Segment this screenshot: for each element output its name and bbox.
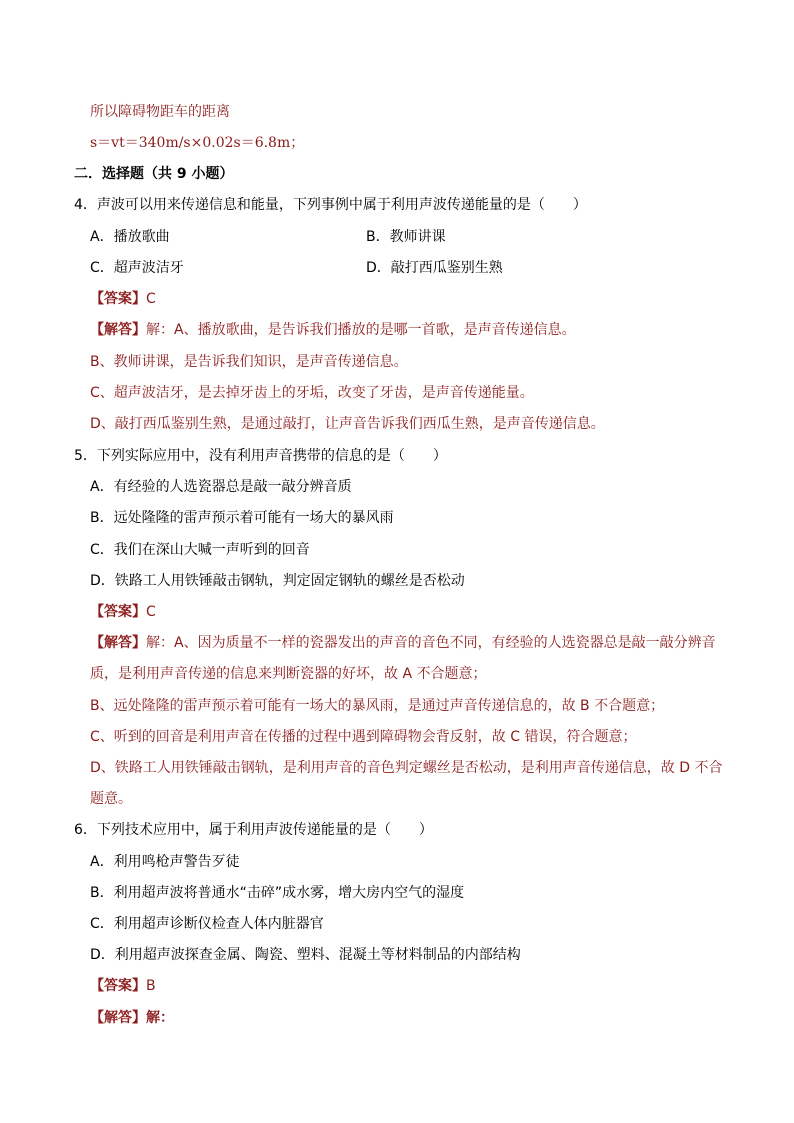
q4-analysis-text-1: 解：A、播放歌曲，是告诉我们播放的是哪一首歌，是声音传递信息。 [146, 322, 576, 338]
q5-option-d: D．铁路工人用铁锤敲击钢轨，判定固定钢轨的螺丝是否松动 [90, 573, 465, 589]
q5-analysis-line-1 [90, 633, 716, 653]
q5-analysis-line-2: 质，是利用声音传递的信息来判断瓷器的好坏，故 A 不合题意； [90, 666, 487, 682]
q5-analysis-label: 【解答】 [90, 635, 146, 651]
q5-answer [90, 602, 156, 622]
q4-analysis-line-4: D、敲打西瓜鉴别生熟，是通过敲打，让声音告诉我们西瓜生熟，是声音传递信息。 [90, 416, 605, 432]
q5-analysis-text-1: 解：A、因为质量不一样的瓷器发出的声音的音色不同，有经验的人选瓷器总是敲一敲分辨音 [146, 635, 716, 651]
q5-option-a: A．有经验的人选瓷器总是敲一敲分辨音质 [90, 479, 352, 495]
q5-answer-value: C [146, 604, 156, 620]
q4-analysis-line-1 [90, 320, 576, 340]
q6-option-d: D．利用超声波探查金属、陶瓷、塑料、混凝土等材料制品的内部结构 [90, 947, 521, 963]
q4-analysis-line-3: C、超声波洁牙，是去掉牙齿上的牙垢，改变了牙齿，是声音传递能量。 [90, 385, 534, 401]
q4-stem: 4．声波可以用来传递信息和能量，下列事例中属于利用声波传递能量的是（ ） [74, 197, 587, 213]
q6-answer-label: 【答案】 [90, 978, 146, 994]
q4-answer [90, 289, 156, 309]
q6-answer-value: B [146, 978, 156, 994]
q5-analysis-line-5: D、铁路工人用铁锤敲击钢轨，是利用声音的音色判定螺丝是否松动，是利用声音传递信息，故 D 不合 [90, 760, 723, 776]
q5-analysis-line-3: B、远处隆隆的雷声预示着可能有一场大的暴风雨，是通过声音传递信息的，故 B 不合题意； [90, 698, 665, 714]
q6-option-a: A．利用鸣枪声警告歹徒 [90, 854, 240, 870]
q6-stem: 6．下列技术应用中，属于利用声波传递能量的是（ ） [74, 822, 433, 838]
q4-option-b: B．教师讲课 [366, 229, 446, 245]
q6-option-c: C．利用超声诊断仪检查人体内脏器官 [90, 916, 324, 932]
q6-analysis-text-1: 解： [146, 1010, 174, 1026]
q4-option-c: C．超声波洁牙 [90, 260, 184, 276]
intro-line-1: 所以障碍物距车的距离 [90, 104, 230, 120]
q6-analysis-line-1 [90, 1008, 174, 1028]
q4-answer-value: C [146, 291, 156, 307]
q5-option-c: C．我们在深山大喊一声听到的回音 [90, 542, 310, 558]
section-title: 二．选择题（共 9 小题） [74, 166, 234, 182]
q5-analysis-line-4: C、听到的回音是利用声音在传播的过程中遇到障碍物会背反射，故 C 错误，符合题意； [90, 729, 637, 745]
q4-analysis-line-2: B、教师讲课，是告诉我们知识，是声音传递信息。 [90, 354, 408, 370]
q6-answer [90, 976, 156, 996]
q5-option-b: B．远处隆隆的雷声预示着可能有一场大的暴风雨 [90, 510, 394, 526]
q4-option-d: D．敲打西瓜鉴别生熟 [366, 260, 503, 276]
q5-answer-label: 【答案】 [90, 604, 146, 620]
q6-option-b: B．利用超声波将普通水“击碎”成水雾，增大房内空气的湿度 [90, 885, 465, 901]
q4-option-a: A．播放歌曲 [90, 229, 170, 245]
q5-stem: 5．下列实际应用中，没有利用声音携带的信息的是（ ） [74, 448, 447, 464]
q6-analysis-label: 【解答】 [90, 1010, 146, 1026]
q4-analysis-label: 【解答】 [90, 322, 146, 338]
intro-formula: s＝vt＝340m/s×0.02s＝6.8m； [90, 135, 305, 151]
q4-answer-label: 【答案】 [90, 291, 146, 307]
q5-analysis-line-6: 题意。 [90, 791, 132, 807]
